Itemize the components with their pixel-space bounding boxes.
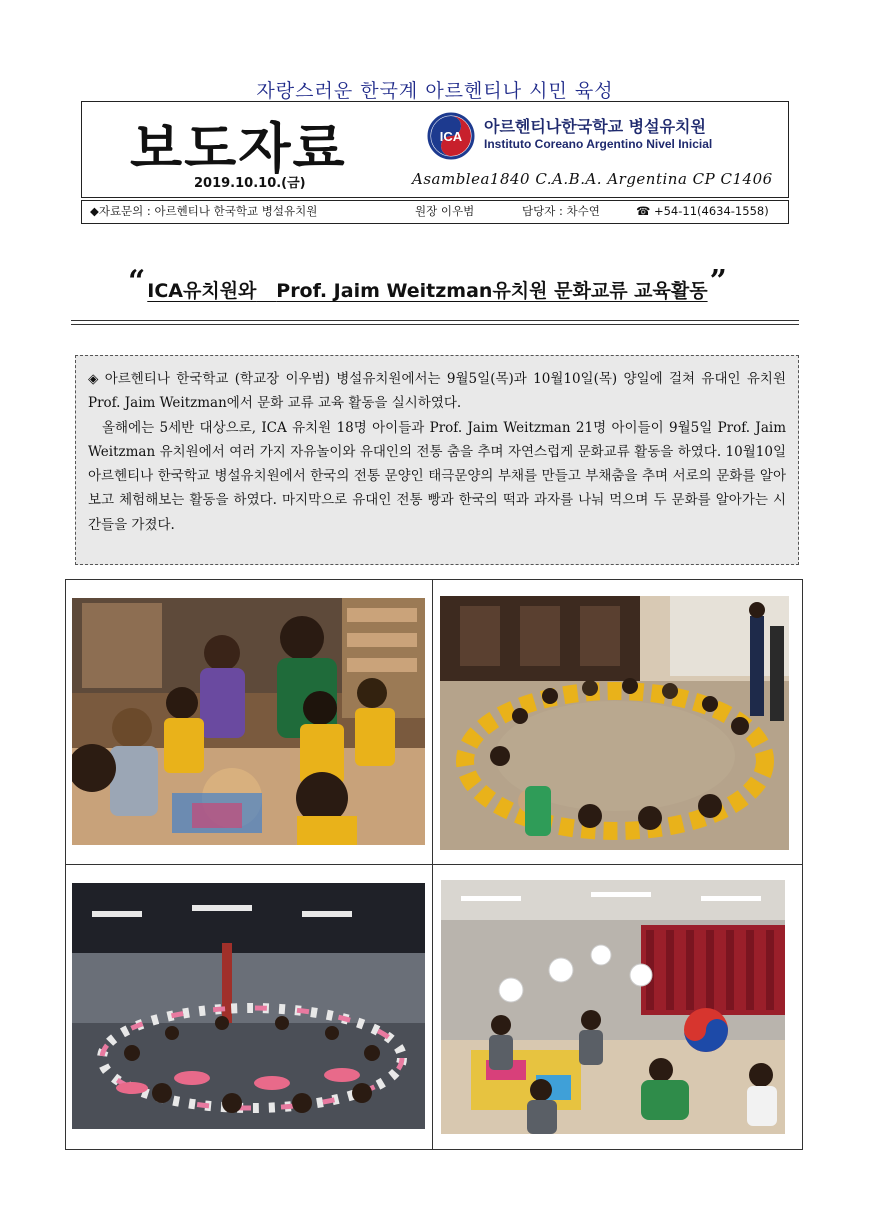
- double-rule-top: [71, 320, 799, 321]
- contact-bar: [81, 200, 789, 224]
- header-box: [81, 101, 789, 198]
- double-rule-bottom: [71, 324, 799, 325]
- school-address: Asamblea1840 C.A.B.A. Argentina CP C1406: [412, 170, 773, 188]
- photo-classroom-activity: [72, 598, 425, 845]
- press-release-title: 보도자료: [130, 116, 347, 180]
- headline-text-plain: ICA유치원와: [147, 280, 257, 302]
- contact-phone: ☎ +54-11(4634-1558): [636, 204, 769, 218]
- release-date: 2019.10.10.(금): [194, 176, 306, 191]
- school-name-korean: 아르헨티나한국학교 병설유치원: [484, 117, 706, 136]
- tagline: 자랑스러운 한국계 아르헨티나 시민 육성: [256, 80, 614, 102]
- headline-open-quote: “: [128, 264, 146, 299]
- photo-taegeuk-fan-activity: [441, 880, 785, 1134]
- article-body: [75, 355, 799, 565]
- school-logo-icon: [427, 112, 475, 160]
- article-paragraph-2: 올해에는 5세반 대상으로, ICA 유치원 18명 아이들과 Prof. Jaim Weitzman 21명 아이들이 9월5일 Prof. Jaim Weitzman 유치원에서 여러 가지 자유놀이와 유대인의 전통 춤을 추며 자연스럽게 문화교류 활동을 하였다. 10월10일 아르헨티나 한국학교 병설유치원에서 한국의 전통 문양인 태극문양의 부채를 만들고 부채춤을 추며 서로의 문화를 알아보고 체험해보는 활동을 하였다. 마지막으로 유대인 전통 빵과 한국의 떡과 과자를 나눠 먹으며 두 문화를 알아가는 시간들을 가졌다.: [88, 419, 786, 533]
- logo-lettering: ICA: [439, 129, 463, 144]
- photo-fan-dance-hall: [72, 883, 425, 1129]
- photo-circle-sitting: [440, 596, 789, 850]
- contact-manager: 담당자 : 차수연: [522, 204, 600, 218]
- contact-inquiry: ◆자료문의 : 아르헨티나 한국학교 병설유치원: [90, 204, 318, 218]
- headline-text-underlined: Prof. Jaim Weitzman유치원 문화교류 교육활동: [276, 280, 708, 302]
- photo-grid-divider-horizontal: [65, 864, 803, 865]
- school-name-spanish: Instituto Coreano Argentino Nivel Inicial: [484, 137, 713, 151]
- article-headline: [128, 264, 748, 310]
- contact-director: 원장 이우범: [415, 204, 475, 218]
- article-paragraph-1: ◈ 아르헨티나 한국학교 (학교장 이우범) 병설유치원에서는 9월5일(목)과 10월10일(목) 양일에 걸쳐 유대인 유치원 Prof. Jaim Weitzman에서 문화 교류 교육 활동을 실시하였다.: [88, 371, 786, 412]
- headline-close-quote: ”: [709, 264, 727, 299]
